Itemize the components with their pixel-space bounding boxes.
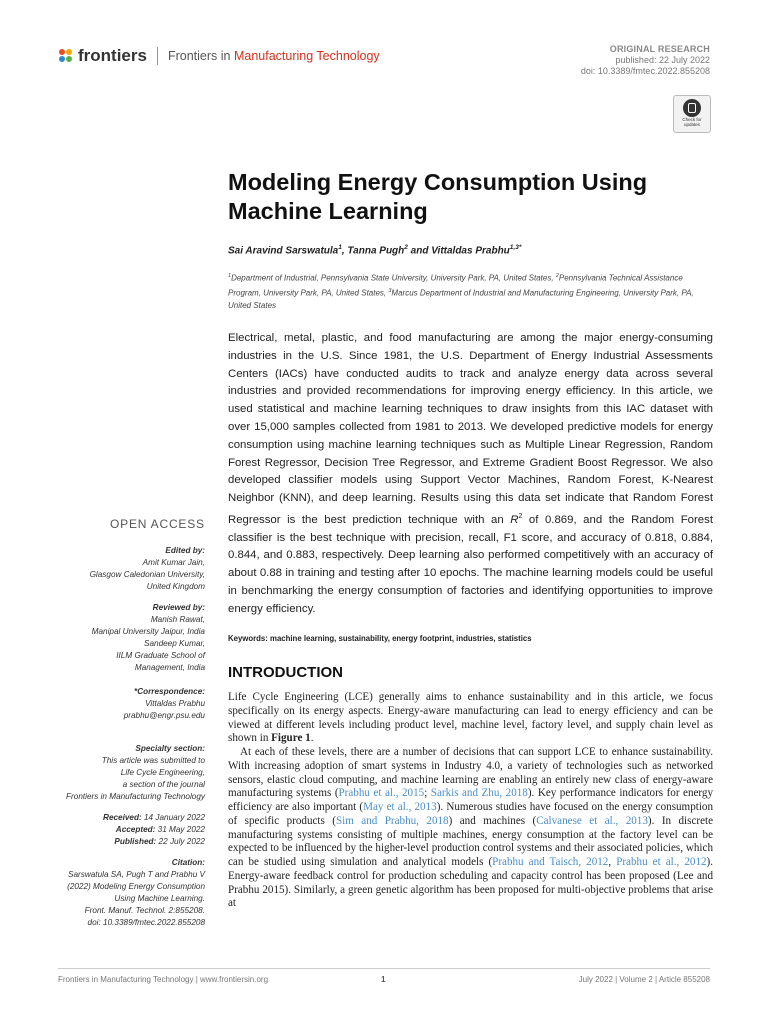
paragraph: At each of these levels, there are a number of decisions that can support LCE to enhance sustainability. With increasing adoption of smart systems in Industry 4.0, a variety of technologies such as networked sensors, elastic cloud computing, and machine learning are enabling an entirely new class of energy-aware manufacturing systems (Prabhu et al., 2015; Sarkis and Zhu, 2018). Key performance indicators for energy efficiency are also important (May et al., 2013). Numerous studies have focused on the energy consumption of specific products (Sim and Prabhu, 2018) and machines (Calvanese et al., 2013). In discrete manufacturing systems consisting of multiple machines, energy consumption at the factory level can be expected to be influenced by the higher-level production control systems and their associated policies, which can be studied using simulation and analytical models (Prabhu and Taisch, 2012, Prabhu et al., 2012). Energy-aware feedback control for production scheduling and capacity control has been proposed (Lee and Prabhu 2015). Similarly, a green genetic algorithm has been proposed for multi-objective problems that arise at (228, 746, 714, 910)
correspondence-email[interactable]: prabhu@engr.psu.edu (123, 711, 205, 720)
section-heading-introduction: INTRODUCTION (228, 664, 343, 681)
citation-link[interactable]: Sim and Prabhu, 2018 (335, 814, 449, 827)
abstract: Electrical, metal, plastic, and food manufacturing are among the major energy-consuming industries in the U.S. Since 1981, the U.S. Department of Energy Industrial Assessments Centers (IACs) have conducted audits to track and analyze energy data across several industries and provided recommendations for improving energy efficiency. In this article, we used statistical and machine learning techniques to draw insights from this IAC dataset with over 15,000 samples collected from 1981 to 2013. We developed predictive models for energy consumption using machine learning techniques such as Multiple Linear Regression, Random Forest Regressor, Decision Tree Regressor, and Extreme Gradient Boost Regressor. We also developed classifier models using Support Vector Machines, Random Forest, K-Nearest Neighbor (KNN), and deep learning. Results using this data set indicate that Random Forest Regressor is the best prediction technique with an $R^2$ of 0.869, and the Random Forest classifier is the best technique with precision, recall, F1 score, and accuracy of 0.818, 0.884, 0.844, and 0.883, respectively. Deep learning also performed competitively with an accuracy of about 0.88 in training and testing after 10 epochs. The machine learning models could be useful in benchmarking the energy consumption of factories and identifying opportunities to improve energy efficiency. (228, 332, 713, 615)
correspondence-block: *Correspondence: Vittaldas Prabhu prabhu@engr.psu.edu (123, 687, 205, 720)
author-name[interactable]: Vittaldas Prabhu (431, 245, 510, 257)
footer-divider (58, 968, 710, 969)
citation-link[interactable]: Prabhu et al., 2012 (616, 856, 707, 868)
page-number: 1 (381, 975, 386, 984)
footer-journal[interactable]: Frontiers in Manufacturing Technology | www.frontiersin.org (58, 975, 269, 984)
article-meta (581, 44, 710, 77)
citation-block: Citation: Sarswatula SA, Pugh T and Prabhu V (2022) Modeling Energy Consumption Using Machine Learning. Front. Manuf. Technol. 2:855208. doi: 10.3389/fmtec.2022.855208 (67, 858, 205, 927)
open-access-label: OPEN ACCESS (110, 517, 205, 531)
introduction-body (228, 691, 713, 911)
frontiers-logo-icon (58, 48, 74, 64)
paragraph: Life Cycle Engineering (LCE) generally aims to enhance sustainability and in this article, we focus specifically on its energy aspects. Energy-aware manufacturing can lead to energy efficiency and can be viewed at different levels including product level, machine level, factory level, and supply chain level as shown in Figure 1. (228, 691, 713, 745)
dates-block: Received: 14 January 2022 Accepted: 31 May 2022 Published: 22 July 2022 (103, 813, 205, 846)
check-updates-icon (683, 99, 701, 117)
author-name[interactable]: Tanna Pugh (347, 245, 405, 257)
reviewed-by-block: Reviewed by: Manish Rawat, Manipal University Jaipur, India Sandeep Kumar, IILM Graduate School of Management, India (91, 603, 205, 672)
article-doi[interactable]: doi: 10.3389/fmtec.2022.855208 (580, 66, 710, 76)
journal-name[interactable]: Frontiers in Manufacturing Technology (167, 49, 380, 63)
citation-link[interactable]: May et al., 2013 (363, 801, 437, 813)
journal-header (58, 46, 380, 66)
footer-issue: July 2022 | Volume 2 | Article 855208 (578, 975, 710, 984)
header-divider (157, 47, 158, 65)
author-name[interactable]: Sai Aravind Sarswatula (228, 245, 339, 257)
figure-ref[interactable]: Figure 1 (271, 732, 311, 745)
keywords: Keywords: machine learning, sustainability, energy footprint, industries, statistics (228, 634, 532, 643)
affiliations: $^1$Department of Industrial, Pennsylvania State University, University Park, PA, United States, $^2$Pennsylvania Technical Assistance Program, University Park, PA, United States, $^3$Marcus Department of Industrial and Manufacturing Engineering, University Park, PA, United States (228, 273, 694, 311)
published-date: published: 22 July 2022 (615, 55, 710, 65)
citation-link[interactable]: Sarkis and Zhu, 2018 (430, 787, 528, 800)
check-for-updates-badge[interactable]: Check for updates (673, 95, 711, 133)
specialty-section-block: Specialty section: This article was submitted to Life Cycle Engineering, a section of the journal Frontiers in Manufacturing Technology (66, 744, 205, 801)
article-type: ORIGINAL RESEARCH (609, 44, 710, 54)
citation-link[interactable]: Prabhu and Taisch, 2012 (492, 856, 609, 868)
article-title: Modeling Energy Consumption Using Machine Learning (228, 169, 648, 224)
author-list: Sai Aravind Sarswatula$^1$, Tanna Pugh$^2$ and Vittaldas Prabhu$^{1,3*}$ (228, 244, 522, 257)
frontiers-logo-text: frontiers (78, 46, 147, 65)
citation-link[interactable]: Calvanese et al., 2013 (536, 814, 648, 827)
edited-by-block: Edited by: Amit Kumar Jain, Glasgow Caledonian University, United Kingdom (89, 546, 205, 591)
citation-link[interactable]: Prabhu et al., 2015 (338, 787, 425, 800)
